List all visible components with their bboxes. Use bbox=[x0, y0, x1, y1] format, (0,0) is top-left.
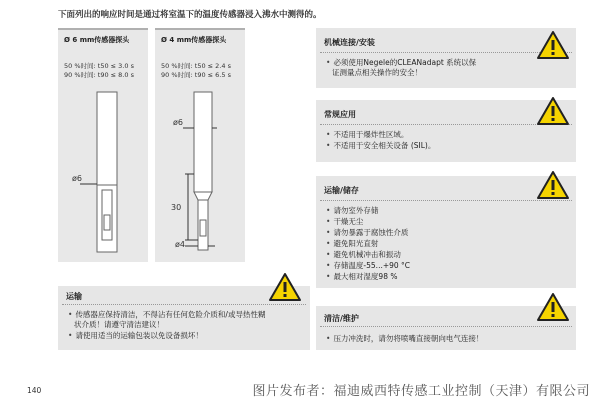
warning-icon bbox=[536, 30, 570, 60]
probe-6mm-drawing bbox=[58, 30, 148, 262]
panel-transport-item: • 请使用适当的运输包装以免设备损坏！ bbox=[68, 331, 203, 340]
panel-storage bbox=[316, 176, 576, 288]
panel-storage-item: • 请勿暴露于腐蚀性介质 bbox=[326, 228, 409, 237]
watermark-text: 图片发布者：福迪威西特传感工业控制（天津）有限公司 bbox=[252, 384, 590, 399]
probe-4mm-title: Ø 4 mm传感器探头 bbox=[161, 36, 227, 44]
warning-icon bbox=[536, 96, 570, 126]
panel-mechanical-item: • 必须使用Negele的CLEANadapt 系统以保 bbox=[326, 58, 477, 67]
probe-6mm-dim-d6: ø6 bbox=[72, 174, 82, 183]
probe-4mm-t90: 90 %时间: t90 ≤ 6.5 s bbox=[161, 71, 231, 79]
intro-text: 下面列出的响应时间是通过将室温下的温度传感器浸入沸水中测得的。 bbox=[58, 10, 322, 20]
panel-storage-item: • 避免阳光直射 bbox=[326, 239, 379, 248]
panel-storage-item: • 最大相对湿度98 % bbox=[326, 272, 398, 281]
panel-storage-item: • 避免机械冲击和振动 bbox=[326, 250, 401, 259]
probe-6mm-title: Ø 6 mm传感器探头 bbox=[64, 36, 130, 44]
panel-application-item: • 不适用于爆炸性区域。 bbox=[326, 130, 409, 139]
panel-storage-title: 运输/储存 bbox=[324, 186, 359, 195]
panel-mechanical-title: 机械连接/安装 bbox=[324, 38, 375, 47]
panel-cleaning bbox=[316, 306, 576, 350]
panel-mechanical-item: 证测量点相关操作的安全！ bbox=[332, 68, 422, 77]
probe-4mm-dim-d6: ø6 bbox=[173, 118, 183, 127]
probe-4mm-t50: 50 %时间: t50 ≤ 2.4 s bbox=[161, 62, 231, 70]
probe-4mm-dim-d4: ø4 bbox=[175, 240, 185, 249]
panel-transport-title: 运输 bbox=[66, 292, 82, 301]
probe-6mm-card bbox=[58, 28, 148, 262]
probe-6mm-t50: 50 %时间: t50 ≤ 3.0 s bbox=[64, 62, 134, 70]
panel-mechanical bbox=[316, 28, 576, 88]
panel-storage-item: • 请勿室外存储 bbox=[326, 206, 379, 215]
panel-application-title: 常规应用 bbox=[324, 110, 356, 119]
panel-cleaning-item: • 压力冲洗时，请勿将喷嘴直接朝向电气连接！ bbox=[326, 334, 484, 343]
warning-icon bbox=[268, 272, 302, 302]
panel-transport-item: • 传感器应保持清洁，不得沾有任何危险介质和/或导热性糊 bbox=[68, 310, 266, 319]
probe-6mm-t90: 90 %时间: t90 ≤ 8.0 s bbox=[64, 71, 134, 79]
probe-4mm-card bbox=[155, 28, 245, 262]
page-number: 140 bbox=[27, 386, 42, 395]
panel-application-item: • 不适用于安全相关设备 (SIL)。 bbox=[326, 141, 436, 150]
panel-cleaning-title: 清洁/维护 bbox=[324, 314, 359, 323]
panel-storage-item: • 干燥无尘 bbox=[326, 217, 364, 226]
warning-icon bbox=[536, 292, 570, 322]
panel-transport-item: 状介质！请遵守清洁建议！ bbox=[74, 320, 164, 329]
panel-transport bbox=[58, 286, 310, 350]
panel-application bbox=[316, 100, 576, 162]
probe-4mm-drawing bbox=[155, 30, 245, 262]
warning-icon bbox=[536, 170, 570, 200]
probe-4mm-dim-30: 30 bbox=[171, 203, 182, 212]
panel-storage-item: • 存储温度-55...+90 °C bbox=[326, 261, 411, 270]
